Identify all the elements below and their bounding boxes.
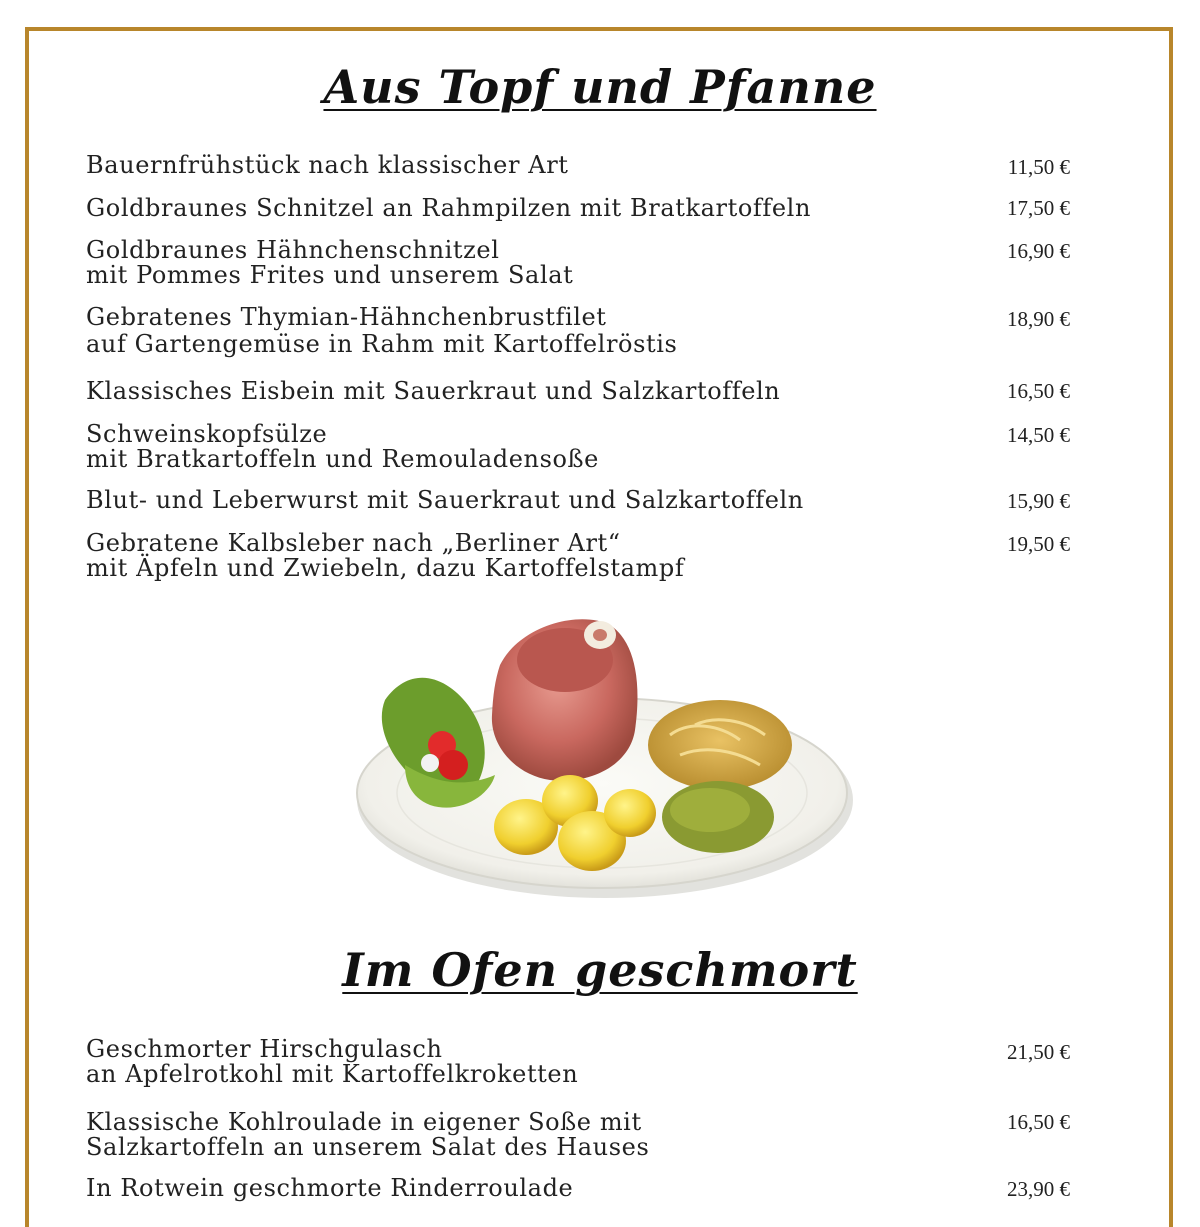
menu-item-price: 19,50 € (1007, 532, 1070, 556)
section-title-topf-pfanne: Aus Topf und Pfanne (323, 60, 877, 114)
menu-item: Blut- und Leberwurst mit Sauerkraut und Salzkartoffeln (86, 486, 804, 514)
menu-item-price: 18,90 € (1007, 307, 1070, 331)
menu-item-price: 17,50 € (1007, 196, 1070, 220)
menu-item-price: 16,50 € (1007, 379, 1070, 403)
menu-item-price: 15,90 € (1007, 489, 1070, 513)
menu-item-price: 21,50 € (1007, 1040, 1070, 1064)
menu-item: Schweinskopfsülze mit Bratkartoffeln und Remouladensoße (86, 420, 599, 473)
menu-item: Gebratene Kalbsleber nach „Berliner Art“ mit Äpfeln und Zwiebeln, dazu Kartoffelstampf (86, 529, 685, 582)
menu-item-price: 16,50 € (1007, 1110, 1070, 1134)
menu-item-price: 14,50 € (1007, 423, 1070, 447)
menu-item: Klassische Kohlroulade in eigener Soße mit Salzkartoffeln an unserem Salat des Hauses (86, 1108, 650, 1161)
menu-item: Goldbraunes Hähnchenschnitzel mit Pommes Frites und unserem Salat (86, 236, 574, 289)
dish-photo (350, 605, 860, 915)
menu-item: Geschmorter Hirschgulasch an Apfelrotkohl mit Kartoffelkroketten (86, 1035, 579, 1088)
menu-item: Bauernfrühstück nach klassischer Art (86, 151, 569, 179)
menu-item: Goldbraunes Schnitzel an Rahmpilzen mit Bratkartoffeln (86, 194, 812, 222)
menu-item-price: 16,90 € (1007, 239, 1070, 263)
section-title-ofen: Im Ofen geschmort (342, 943, 858, 997)
menu-item: Klassisches Eisbein mit Sauerkraut und Salzkartoffeln (86, 377, 781, 405)
eisbein-plate-illustration (350, 605, 860, 915)
menu-item-price: 23,90 € (1007, 1177, 1070, 1201)
menu-item-price: 11,50 € (1007, 155, 1070, 179)
menu-item: In Rotwein geschmorte Rinderroulade (86, 1174, 574, 1202)
menu-item: Gebratenes Thymian-Hähnchenbrustfilet auf Gartengemüse in Rahm mit Kartoffelröstis (86, 303, 678, 358)
